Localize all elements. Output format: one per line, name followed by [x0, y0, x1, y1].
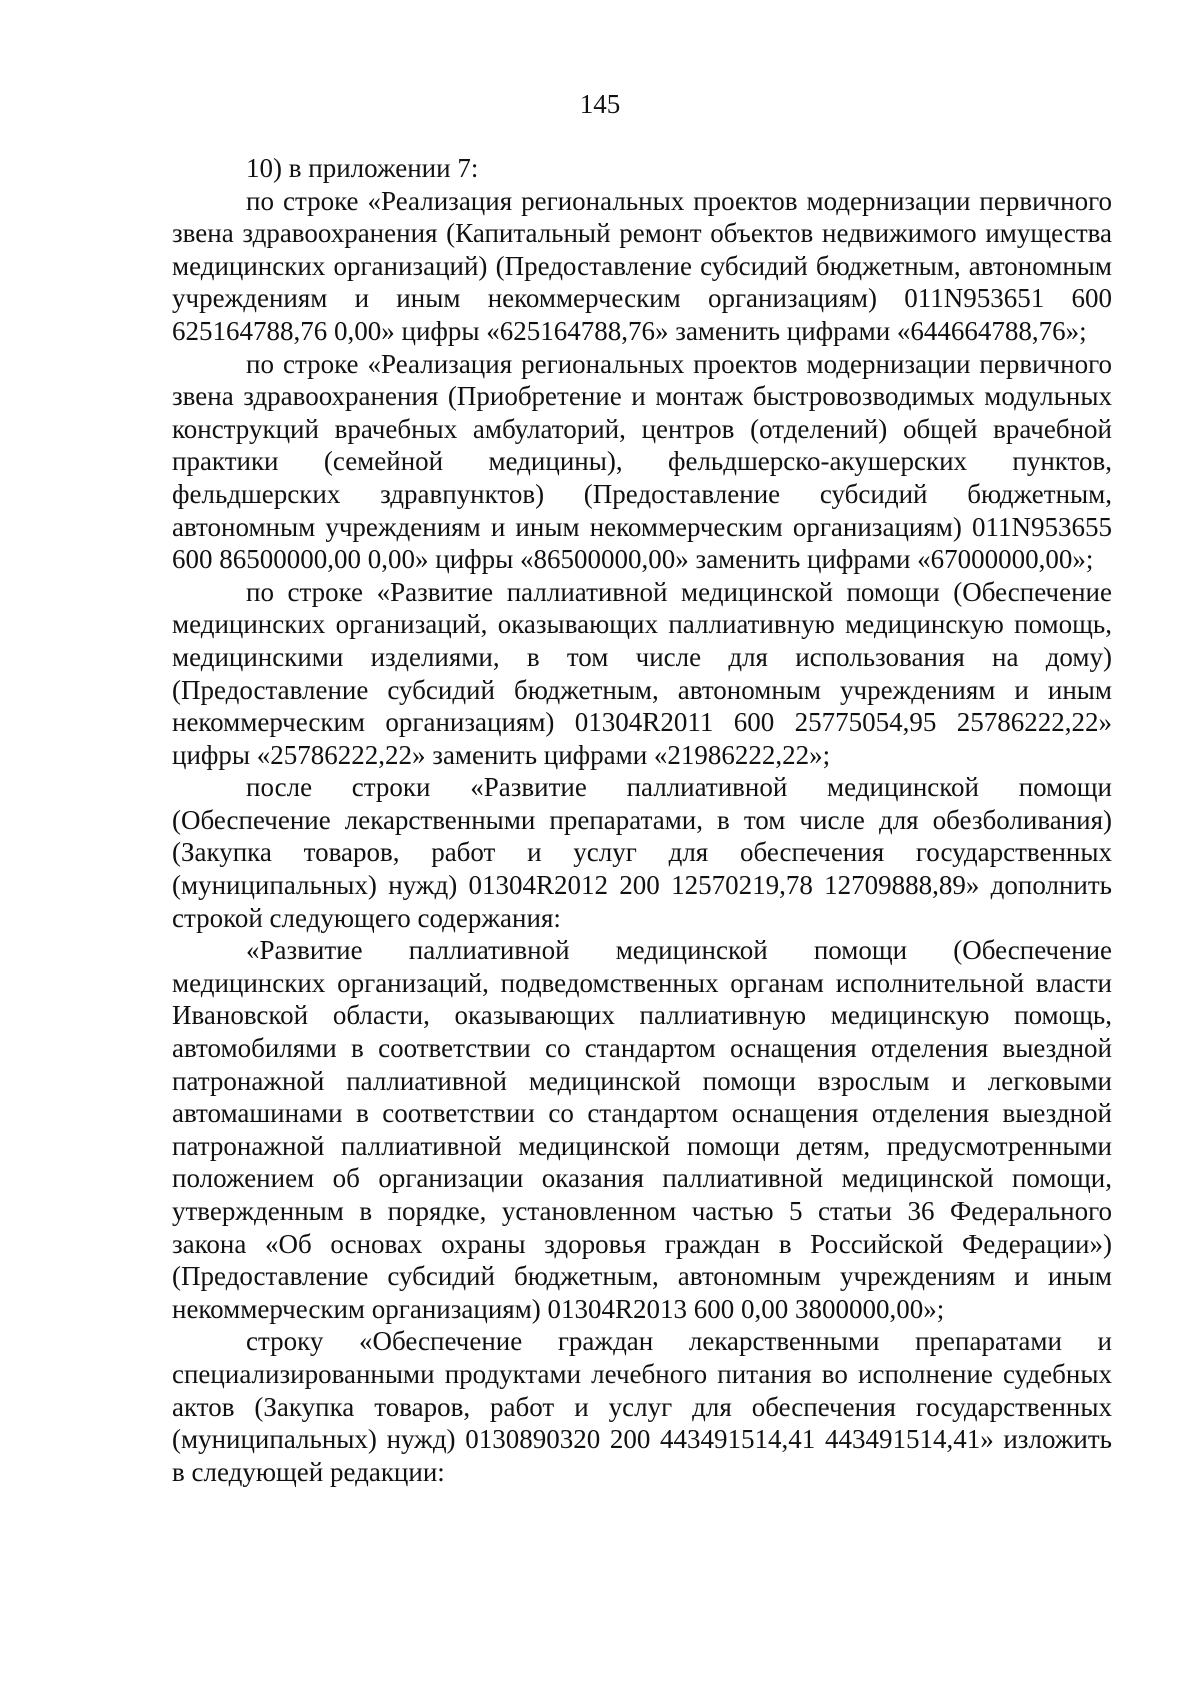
paragraph-row-2: по строке «Реализация региональных проектов модернизации первичного звена здравоохранения (Приобретение и монтаж быстровозводимых модульных конструкций врачебных амбулаторий, центров (отделений) общей врачебной практики (семейной медицины), фельдшерско-акушерских пунктов, фельдшерских здравпунктов) (Предоставление субсидий бюджетным, автономным учреждениям и иным некоммерческим организациям) 011N953655 600 86500000,00 0,00» цифры «86500000,00» заменить цифрами «67000000,00»; — [172, 348, 1112, 575]
paragraph-after-row: после строки «Развитие паллиативной медицинской помощи (Обеспечение лекарственными препаратами, в том числе для обезболивания) (Закупка товаров, работ и услуг для обеспечения государственных (муниципальных) нужд) 01304R2012 200 12570219,78 12709888,89» дополнить строкой следующего содержания: — [172, 772, 1112, 933]
paragraph-row-restate: строку «Обеспечение граждан лекарственными препаратами и специализированными продуктами лечебного питания во исполнение судебных актов (Закупка товаров, работ и услуг для обеспечения государственных (муниципальных) нужд) 0130890320 200 443491514,41 443491514,41» изложить в следующей редакции: — [172, 1326, 1112, 1487]
paragraph-row-1: по строке «Реализация региональных проектов модернизации первичного звена здравоохранения (Капитальный ремонт объектов недвижимого имущества медицинских организаций) (Предоставление субсидий бюджетным, автономным учреждениям и иным некоммерческим организациям) 011N953651 600 625164788,76 0,00» цифры «625164788,76» заменить цифрами «644664788,76»; — [172, 185, 1112, 346]
page-number: 145 — [579, 89, 621, 119]
paragraph-row-3: по строке «Развитие паллиативной медицинской помощи (Обеспечение медицинских организаций, оказывающих паллиативную медицинскую помощь, медицинскими изделиями, в том числе для использования на дому) (Предоставление субсидий бюджетным, автономным учреждениям и иным некоммерческим организациям) 01304R2011 600 25775054,95 25786222,22» цифры «25786222,22» заменить цифрами «21986222,22»; — [172, 576, 1112, 770]
paragraph-new-row: «Развитие паллиативной медицинской помощи (Обеспечение медицинских организаций, подведомственных органам исполнительной власти Ивановской области, оказывающих паллиативную медицинскую помощь, автомобилями в соответствии со стандартом оснащения отделения выездной патронажной паллиативной медицинской помощи взрослым и легковыми автомашинами в соответствии со стандартом оснащения отделения выездной патронажной паллиативной медицинской помощи детям, предусмотренными положением об организации оказания паллиативной медицинской помощи, утвержденным в порядке, установленном частью 5 статьи 36 Федерального закона «Об основах охраны здоровья граждан в Российской Федерации») (Предоставление субсидий бюджетным, автономным учреждениям и иным некоммерческим организациям) 01304R2013 600 0,00 3800000,00»; — [172, 935, 1112, 1324]
document-body — [172, 152, 1112, 1488]
paragraph-item-1: 10) в приложении 7: — [246, 153, 479, 183]
